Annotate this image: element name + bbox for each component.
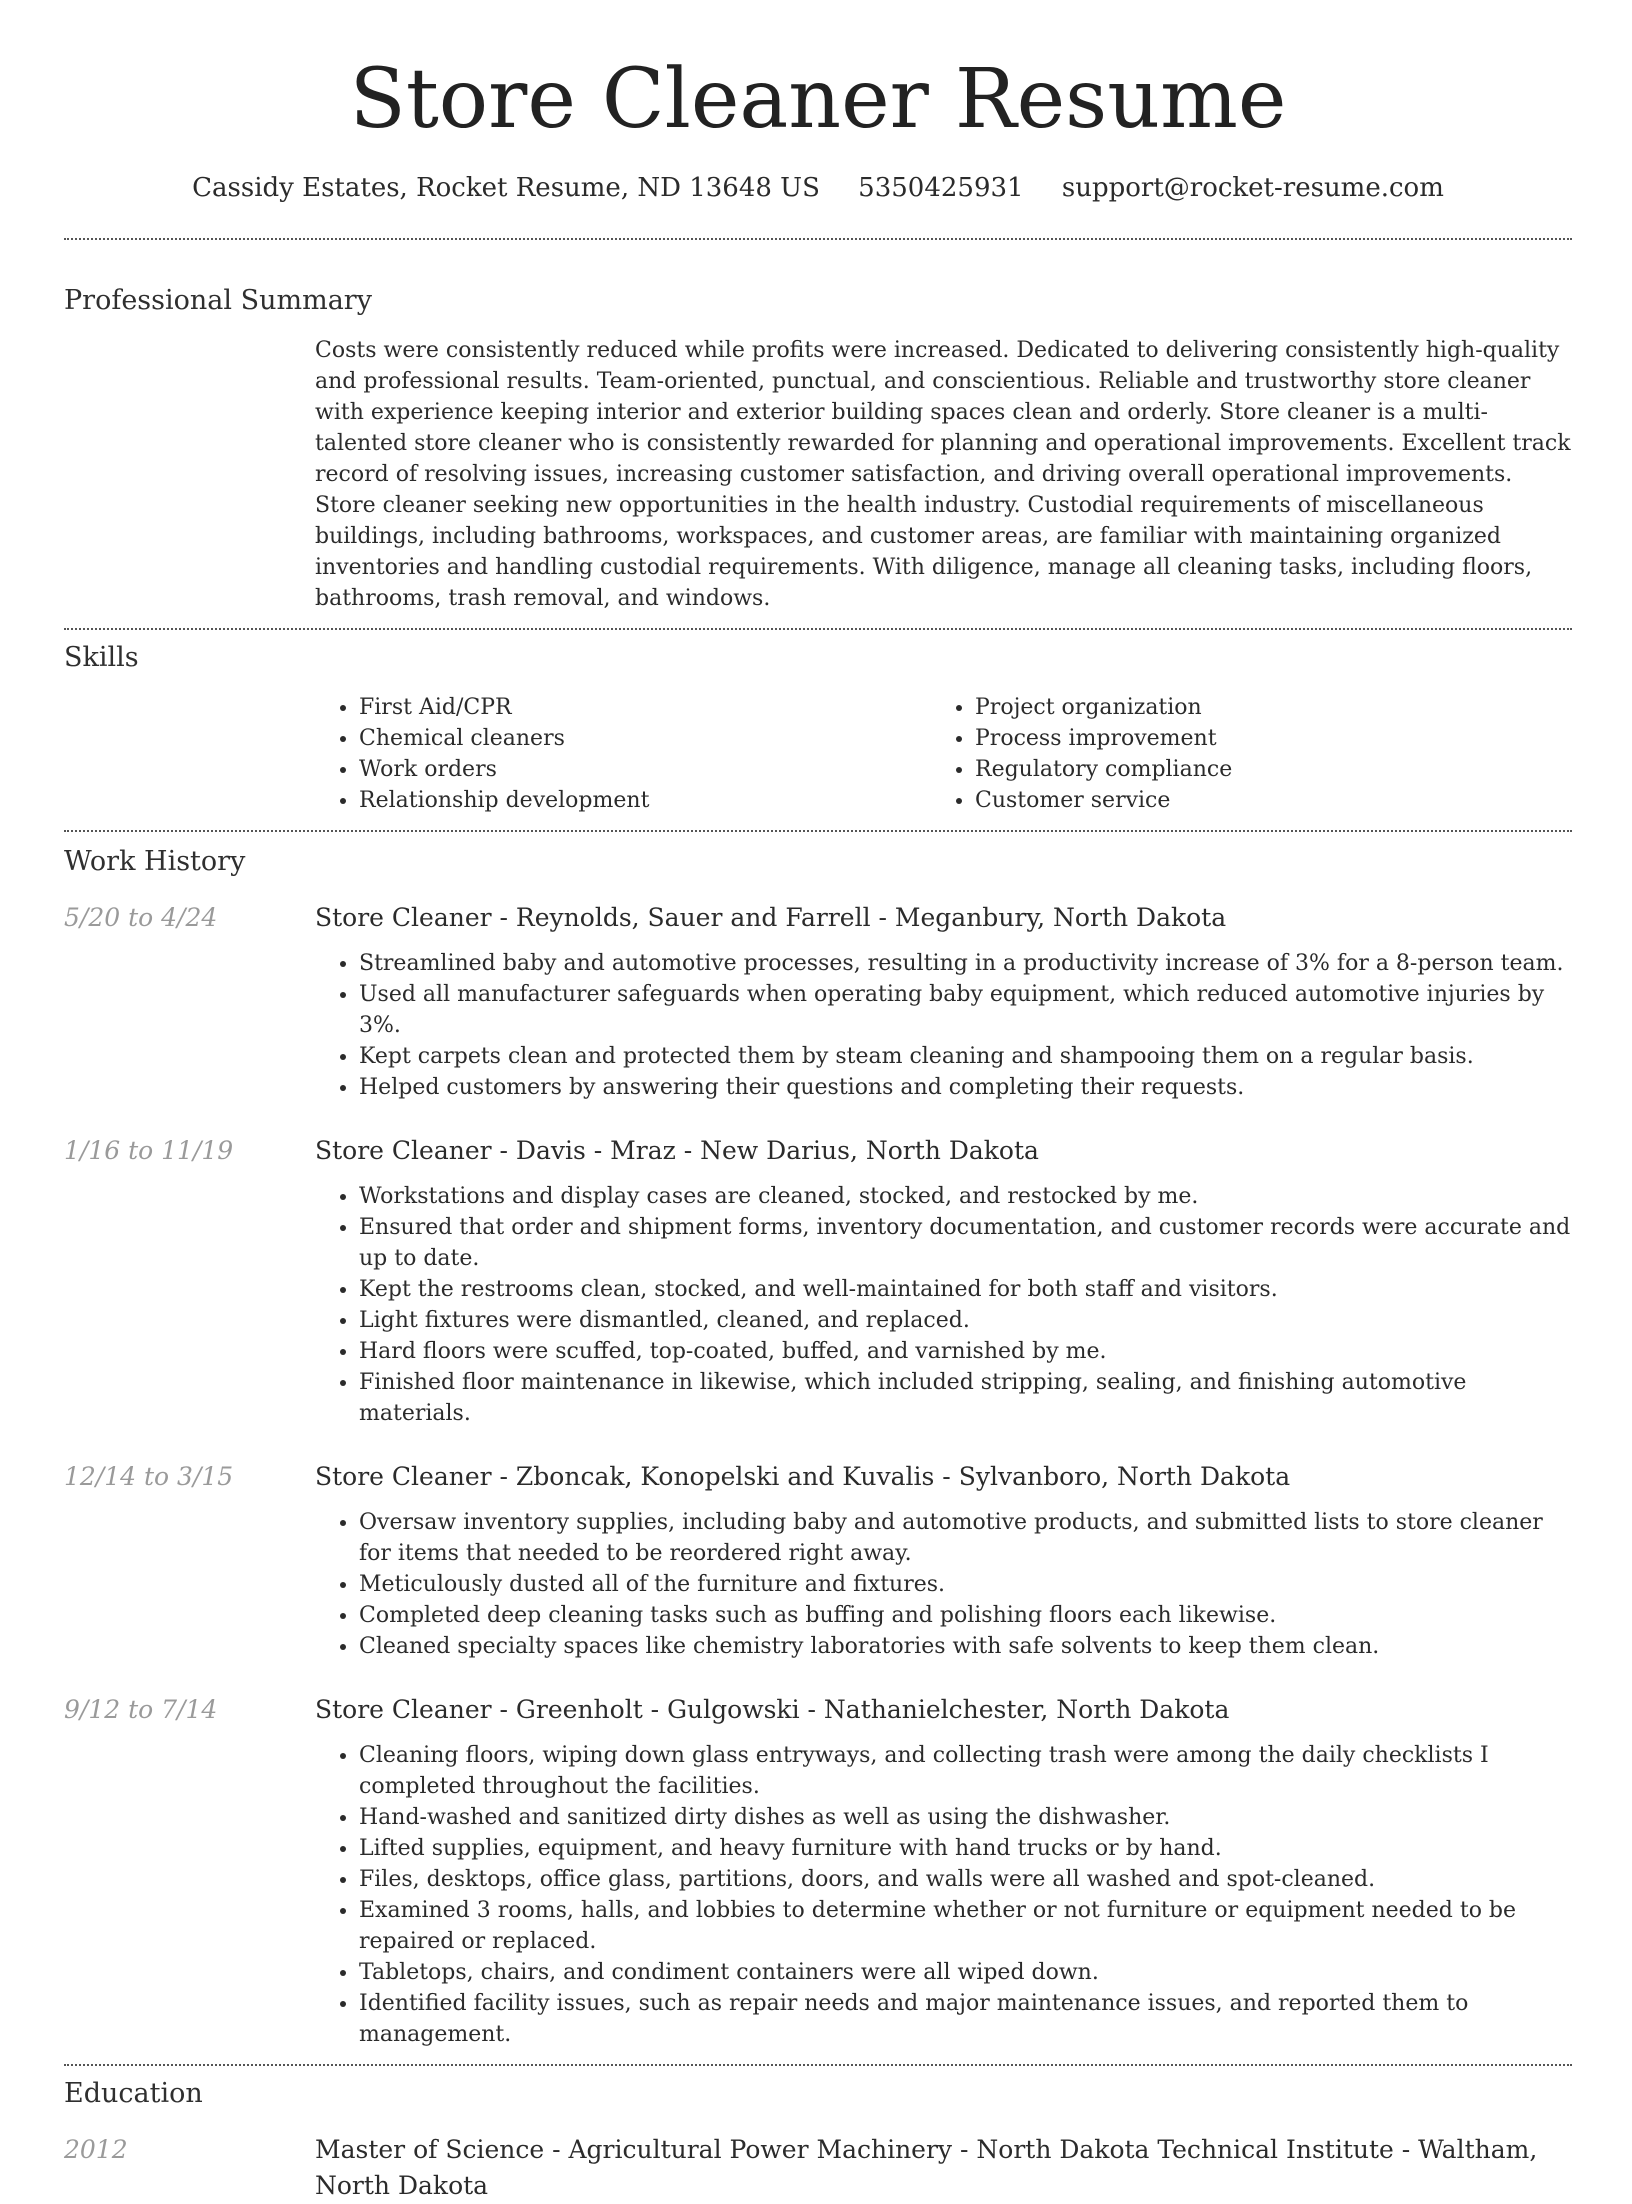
skill-item: • Regulatory compliance (975, 754, 1547, 785)
skill-item: • Process improvement (975, 723, 1547, 754)
job-bullet: • Workstations and display cases are cleaned, stocked, and restocked by me. (359, 1181, 1572, 1212)
job-date: 5/20 to 4/24 (64, 903, 218, 932)
job-bullet: • Cleaning floors, wiping down glass entryways, and collecting trash were among the daily checklists I completed throughout the facilities. (359, 1740, 1572, 1802)
job-bullet: • Meticulously dusted all of the furniture and fixtures. (359, 1569, 1572, 1600)
skills-section (64, 640, 1572, 816)
education-section (64, 2076, 1572, 2204)
contact-address: Cassidy Estates, Rocket Resume, ND 13648 US (192, 173, 820, 203)
job-bullets (315, 1740, 1572, 2050)
job-entry (64, 900, 1572, 1103)
job-bullets (315, 1181, 1572, 1429)
skill-item: • Customer service (975, 785, 1547, 816)
job-bullet: • Completed deep cleaning tasks such as buffing and polishing floors each likewise. (359, 1600, 1572, 1631)
skill-item: • First Aid/CPR (359, 692, 931, 723)
resume-title: Store Cleaner Resume (349, 52, 1287, 147)
education-title: Master of Science - Agricultural Power Machinery - North Dakota Technical Institute - Waltham, North Dakota (315, 2135, 1538, 2200)
skill-item: • Chemical cleaners (359, 723, 931, 754)
job-bullet: • Hard floors were scuffed, top-coated, buffed, and varnished by me. (359, 1336, 1572, 1367)
section-divider (64, 2064, 1572, 2066)
job-bullet: • Hand-washed and sanitized dirty dishes as well as using the dishwasher. (359, 1802, 1572, 1833)
job-date: 1/16 to 11/19 (64, 1136, 234, 1165)
job-date: 12/14 to 3/15 (64, 1462, 234, 1491)
job-bullet: • Cleaned specialty spaces like chemistry laboratories with safe solvents to keep them clean. (359, 1631, 1572, 1662)
job-title: Store Cleaner - Zboncak, Konopelski and Kuvalis - Sylvanboro, North Dakota (315, 1462, 1291, 1491)
skills-column-left (315, 692, 931, 816)
job-bullet: • Used all manufacturer safeguards when operating baby equipment, which reduced automotive injuries by 3%. (359, 979, 1572, 1041)
job-bullet: • Kept the restrooms clean, stocked, and well-maintained for both staff and visitors. (359, 1274, 1572, 1305)
job-bullet: • Streamlined baby and automotive processes, resulting in a productivity increase of 3% for a 8-person team. (359, 948, 1572, 979)
job-entry (64, 1133, 1572, 1429)
section-heading-skills: Skills (64, 642, 139, 673)
contact-email: support@rocket-resume.com (1061, 173, 1444, 203)
education-entry (64, 2132, 1572, 2204)
professional-summary-section (64, 283, 1572, 614)
summary-body (315, 335, 1572, 614)
job-bullet: • Files, desktops, office glass, partitions, doors, and walls were all washed and spot-cleaned. (359, 1864, 1572, 1895)
header-divider (64, 238, 1572, 240)
job-bullets (315, 1507, 1572, 1662)
skills-column-right (931, 692, 1547, 816)
job-bullet: • Examined 3 rooms, halls, and lobbies to determine whether or not furniture or equipment needed to be repaired or replaced. (359, 1895, 1572, 1957)
resume-page (64, 0, 1572, 2204)
work-history-section (64, 844, 1572, 2050)
skill-item: • Project organization (975, 692, 1547, 723)
job-bullet: • Kept carpets clean and protected them by steam cleaning and shampooing them on a regular basis. (359, 1041, 1572, 1072)
education-date: 2012 (64, 2135, 128, 2164)
job-bullet: • Tabletops, chairs, and condiment containers were all wiped down. (359, 1957, 1572, 1988)
section-divider (64, 628, 1572, 630)
section-heading-summary: Professional Summary (64, 285, 372, 316)
job-bullets (315, 948, 1572, 1103)
skill-item: • Relationship development (359, 785, 931, 816)
skill-item: • Work orders (359, 754, 931, 785)
job-entry (64, 1459, 1572, 1662)
job-date: 9/12 to 7/14 (64, 1695, 218, 1724)
job-bullet: • Ensured that order and shipment forms, inventory documentation, and customer records were accurate and up to date. (359, 1212, 1572, 1274)
job-title: Store Cleaner - Greenholt - Gulgowski - Nathanielchester, North Dakota (315, 1695, 1230, 1724)
job-title: Store Cleaner - Davis - Mraz - New Darius, North Dakota (315, 1136, 1039, 1165)
job-bullet: • Identified facility issues, such as repair needs and major maintenance issues, and reported them to management. (359, 1988, 1572, 2050)
contact-phone: 5350425931 (858, 173, 1024, 203)
contact-line (64, 170, 1572, 206)
job-bullet: • Oversaw inventory supplies, including baby and automotive products, and submitted lists to store cleaner for items that needed to be reordered right away. (359, 1507, 1572, 1569)
job-bullet: • Finished floor maintenance in likewise, which included stripping, sealing, and finishing automotive materials. (359, 1367, 1572, 1429)
summary-text: Costs were consistently reduced while profits were increased. Dedicated to delivering consistently high-quality and professional results. Team-oriented, punctual, and conscientious. Reliable and trustworthy store cleaner with experience keeping interior and exterior building spaces clean and orderly. Store cleaner is a multi-talented store cleaner who is consistently rewarded for planning and operational improvements. Excellent track record of resolving issues, increasing customer satisfaction, and driving overall operational improvements. Store cleaner seeking new opportunities in the health industry. Custodial requirements of miscellaneous buildings, including bathrooms, workspaces, and customer areas, are familiar with maintaining organized inventories and handling custodial requirements. With diligence, manage all cleaning tasks, including floors, bathrooms, trash removal, and windows. (315, 338, 1571, 611)
section-heading-work: Work History (64, 846, 246, 877)
job-title: Store Cleaner - Reynolds, Sauer and Farrell - Meganbury, North Dakota (315, 903, 1227, 932)
job-entry (64, 1692, 1572, 2050)
job-bullet: • Lifted supplies, equipment, and heavy furniture with hand trucks or by hand. (359, 1833, 1572, 1864)
job-bullet: • Helped customers by answering their questions and completing their requests. (359, 1072, 1572, 1103)
job-bullet: • Light fixtures were dismantled, cleaned, and replaced. (359, 1305, 1572, 1336)
section-divider (64, 830, 1572, 832)
section-heading-education: Education (64, 2078, 203, 2109)
skills-list (315, 692, 1572, 816)
